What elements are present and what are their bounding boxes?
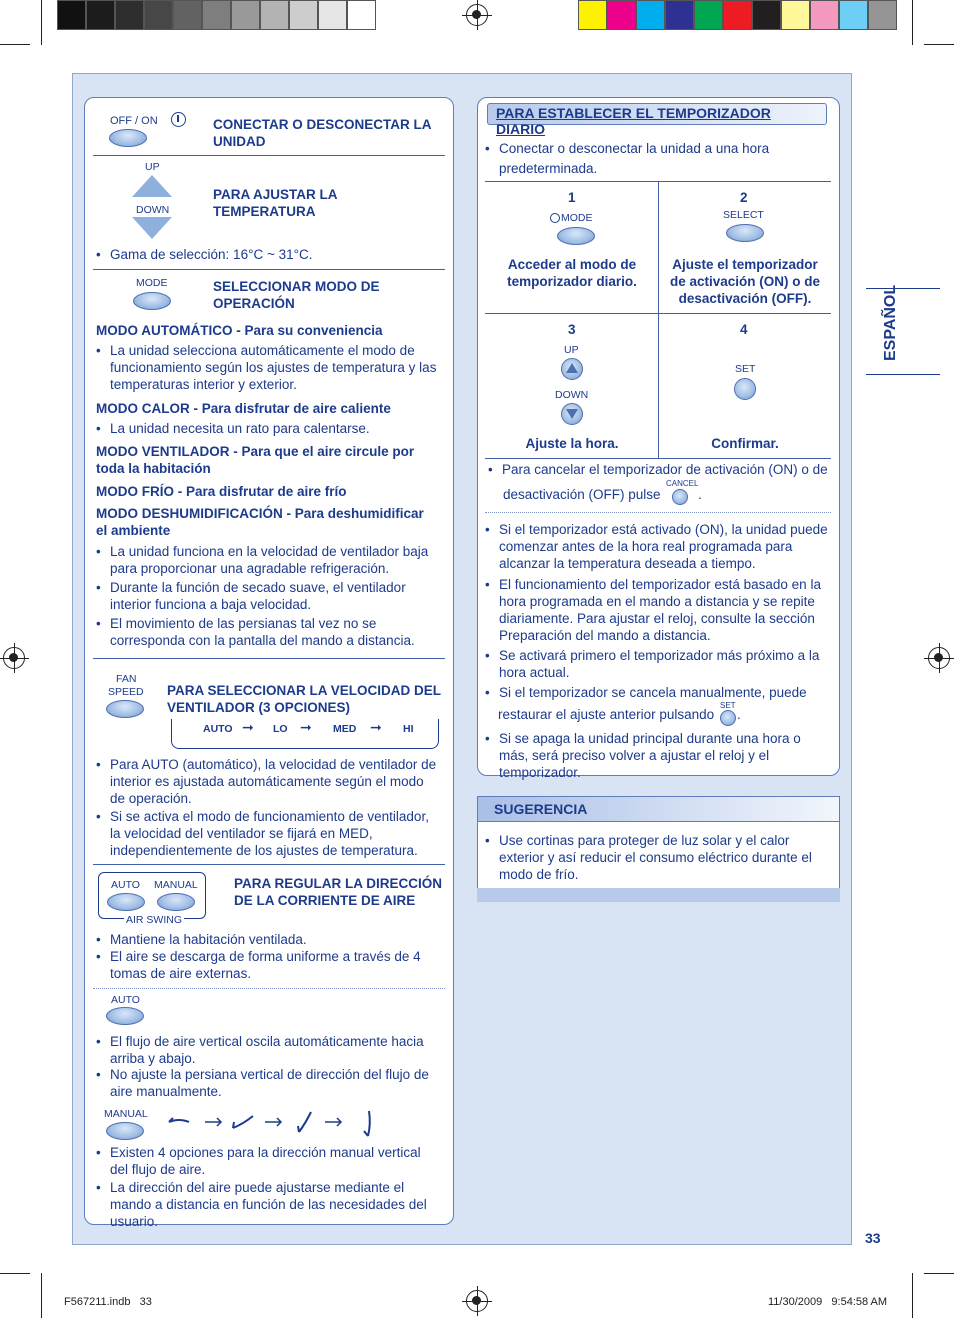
section-title: CONECTAR O DESCONECTAR LA UNIDAD [213,117,431,149]
color-swatch [868,0,897,30]
set-button[interactable] [734,378,756,400]
off-on-label: OFF / ON [110,115,158,127]
arrow-right-icon: ➞ [300,719,312,735]
color-swatch [144,0,173,30]
manual-label: MANUAL [104,1108,148,1120]
cancel-text-cont: desactivación (OFF) pulse [503,487,661,502]
registration-mark-icon [3,647,25,669]
timer-up-button[interactable] [561,358,583,380]
tip-text: • Use cortinas para proteger de luz solar y el calor exterior y así reducir el consumo eléctrico durante el modo de frío. [485,832,825,883]
vane-position-4-icon [364,1111,370,1136]
mode-label: MODE [136,277,168,289]
color-swatch [665,0,694,30]
divider [93,155,445,156]
crop-mark [924,1273,954,1274]
section-title: PARA AJUSTAR LA TEMPERATURA [213,187,337,219]
dotted-divider [93,988,445,989]
note-text: • El funcionamiento del temporizador está basado en la hora programada en el mando a distancia y se repite diariamente. Para ajustar el reloj, consulte la sección Preparación del mando a distancia. [485,576,833,644]
timer-mode-button[interactable] [557,227,595,245]
bullet-text: • La unidad funciona en la velocidad de ventilador baja para proporcionar una agradable refrigeración. [96,543,441,577]
power-icon [171,112,186,127]
fan-label: FAN [116,673,137,685]
color-swatch [86,0,115,30]
air-direction-sequence [165,1108,380,1140]
mode-heading: MODO CALOR - Para disfrutar de aire caliente [96,401,391,416]
color-swatch [578,0,607,30]
air-swing-label: AIR SWING [126,914,183,926]
table-border-bottom [485,458,831,459]
crop-mark [41,1273,42,1318]
bullet-text: • El aire se descarga de forma uniforme a través de 4 tomas de aire externas. [96,948,441,982]
note-text-cont: restaurar el ajuste anterior pulsando [498,707,715,722]
select-label: SELECT [723,209,764,221]
tip-title: SUGERENCIA [494,801,588,817]
color-swatch [289,0,318,30]
air-swing-auto-button[interactable] [107,893,145,911]
down-button[interactable] [132,217,172,239]
step-number: 3 [568,322,576,337]
fan-option-med: MED [333,723,357,735]
note-text: • Si el temporizador está activado (ON), la unidad puede comenzar antes de la hora real programada para alcanzar la temperatura deseada a tiempo. [485,521,833,572]
color-swatch [839,0,868,30]
bullet-text: • Si se activa el modo de funcionamiento de ventilador, la velocidad del ventilador se fijará en MED, independientemente de los ajustes de temperatura. [96,808,441,859]
bullet-text: • La unidad necesita un rato para calentarse. [96,420,441,437]
manual-swing-button[interactable] [106,1122,144,1140]
tip-title-bar [477,796,840,822]
section-title: SELECCIONAR MODO DE OPERACIÓN [213,279,380,311]
set-label: SET [720,701,736,710]
tip-footer-band [477,888,840,902]
fan-option-hi: HI [403,723,414,735]
bullet-text: • El movimiento de las persianas tal vez no se corresponda con la pantalla del mando a distancia. [96,615,441,649]
bullet-text: • Durante la función de secado suave, el ventilador interior funciona a baja velocidad. [96,579,441,613]
off-on-button[interactable] [109,129,147,147]
color-swatch [260,0,289,30]
registration-mark-icon [466,4,488,26]
step-text: Acceder al modo de temporizador diario. [507,257,637,289]
step-text: Confirmar. [711,436,779,451]
section-title: PARA SELECCIONAR LA VELOCIDAD DEL VENTILADOR (3 OPCIONES) [167,683,441,715]
color-swatch [810,0,839,30]
vane-position-1-icon [169,1118,189,1122]
down-label: DOWN [136,204,170,216]
crop-mark [41,0,42,45]
timer-intro: • Conectar o desconectar la unidad a una hora predeterminada. [485,139,830,179]
up-button[interactable] [132,175,172,197]
mode-heading: MODO FRÍO - Para disfrutar de aire frío [96,484,347,499]
registration-mark-icon [928,647,950,669]
dotted-divider [485,512,831,513]
up-label: UP [564,344,579,356]
timer-down-button[interactable] [561,403,583,425]
timer-title-bar [487,103,827,137]
note-text: • Si el temporizador se cancela manualmente, puede [485,684,833,701]
step-number: 4 [740,322,748,337]
color-swatch [231,0,260,30]
timer-title: PARA ESTABLECER EL TEMPORIZADOR DIARIO [496,105,771,137]
color-swatch [115,0,144,30]
divider [93,658,445,659]
arrow-right-icon: ➞ [370,719,382,735]
note-text: • Se activará primero el temporizador más próximo a la hora actual. [485,647,833,681]
table-vertical-divider [658,181,659,458]
vane-position-2-icon [233,1116,253,1128]
color-swatch [318,0,347,30]
mode-heading: MODO DESHUMIDIFICACIÓN - Para deshumidificar el ambiente [96,506,424,538]
bullet-text: • La dirección del aire puede ajustarse mediante el mando a distancia en función de las necesidades del usuario. [96,1179,441,1230]
bullet-text: • Gama de selección: 16°C ~ 31°C. [96,246,436,263]
table-border-middle [485,313,831,314]
vane-position-3-icon [298,1112,311,1132]
mode-label: MODE [561,212,593,224]
color-swatch [636,0,665,30]
footer-file: F567211.indb 33 [64,1296,152,1308]
arrow-right-icon [325,1118,341,1126]
color-swatch [723,0,752,30]
step-text: Ajuste el temporizador de activación (ON) o de desactivación (OFF). [669,257,821,306]
crop-mark [0,1273,30,1274]
speed-label: SPEED [108,686,144,698]
mode-heading: MODO AUTOMÁTICO - Para su conveniencia [96,323,383,338]
bullet-text: • Para AUTO (automático), la velocidad de ventilador de interior es ajustada automáticamente según el modo de operación. [96,756,441,807]
arrow-right-icon [205,1118,221,1126]
footer-timestamp: 11/30/2009 9:54:58 AM [768,1296,888,1308]
registration-mark-icon [466,1290,488,1312]
page-number: 33 [865,1230,881,1246]
set-label: SET [735,363,756,375]
punctuation: . [698,487,702,502]
color-swatch [781,0,810,30]
divider [93,269,445,270]
bullet-text: • No ajuste la persiana vertical de dirección del flujo de aire manualmente. [96,1066,441,1100]
section-title: PARA REGULAR LA DIRECCIÓN DE LA CORRIENTE DE AIRE [234,876,442,908]
down-label: DOWN [555,389,589,401]
bullet-text: • Existen 4 opciones para la dirección manual vertical del flujo de aire. [96,1144,441,1178]
divider [93,864,445,865]
punctuation: . [737,707,741,722]
arrow-right-icon: ➞ [242,719,254,735]
crop-mark [912,0,913,45]
fan-speed-button[interactable] [106,700,144,718]
cancel-label: CANCEL [666,479,699,488]
bullet-text: • El flujo de aire vertical oscila automáticamente hacia arriba y abajo. [96,1033,441,1067]
manual-label: MANUAL [154,879,198,891]
mode-heading: MODO VENTILADOR - Para que el aire circule por toda la habitación [96,444,415,476]
air-swing-manual-button[interactable] [157,893,195,911]
bullet-text: • La unidad selecciona automáticamente el modo de funcionamiento según los ajustes de temperatura y las temperaturas interior y exterior. [96,342,441,393]
cancel-text: • Para cancelar el temporizador de activación (ON) o de [488,461,833,478]
color-swatch [173,0,202,30]
step-number: 2 [740,190,748,205]
language-tab: ESPAÑOL [866,288,940,375]
arrow-right-icon [265,1118,281,1126]
note-text: • Si se apaga la unidad principal durante una hora o más, será preciso volver a ajustar el reloj y el temporizador. [485,730,833,781]
crop-mark [0,44,30,45]
cancel-button[interactable] [672,489,688,505]
select-button[interactable] [726,224,764,242]
color-swatch [57,0,86,30]
color-swatch [202,0,231,30]
color-swatch [752,0,781,30]
step-number: 1 [568,190,576,205]
auto-label: AUTO [111,994,140,1006]
color-swatch [694,0,723,30]
color-swatch [347,0,376,30]
auto-swing-button[interactable] [106,1007,144,1025]
auto-label: AUTO [111,879,140,891]
fan-option-auto: AUTO [203,723,233,735]
color-swatch [607,0,636,30]
clock-icon [550,213,560,223]
mode-button[interactable] [133,292,171,310]
fan-option-lo: LO [273,723,288,735]
crop-mark [924,44,954,45]
bullet-text: • Mantiene la habitación ventilada. [96,931,441,948]
step-text: Ajuste la hora. [525,436,619,451]
crop-mark [912,1273,913,1318]
set-button-inline[interactable] [720,710,736,726]
up-label: UP [145,161,160,173]
